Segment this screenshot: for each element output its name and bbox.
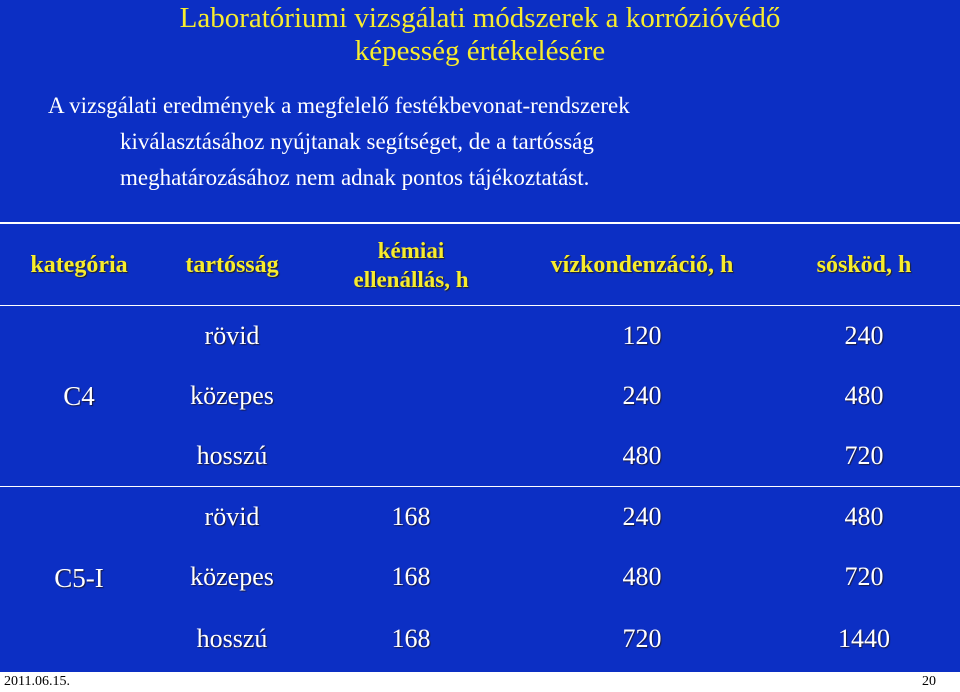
soskod-cell: 1440 xyxy=(838,623,890,653)
soskod-cell: 720 xyxy=(844,441,884,470)
kemiai-cell xyxy=(306,426,516,486)
title-line-2: képesség értékelésére xyxy=(354,35,606,67)
soskod-cell: 720 xyxy=(844,562,884,591)
kemiai-cell: 168 xyxy=(391,502,431,531)
header-kemiai-line-1: kémiai xyxy=(377,238,445,263)
tartossag-cell: rövid xyxy=(204,321,260,350)
kemiai-cell: 168 xyxy=(391,623,431,653)
intro-line-3: meghatározásához nem adnak pontos tájékoztatást. xyxy=(120,165,590,190)
vizkondenzacio-cell: 120 xyxy=(622,321,662,350)
footer-date: 2011.06.15. xyxy=(0,672,116,692)
intro-paragraph xyxy=(40,88,920,196)
category-cell: C5-I xyxy=(54,563,104,593)
kemiai-cell: 168 xyxy=(391,562,431,591)
intro-line-2: kiválasztásához nyújtanak segítséget, de a tartósság xyxy=(120,129,594,154)
slide-title xyxy=(0,2,960,68)
vizkondenzacio-cell: 240 xyxy=(622,502,662,531)
vizkondenzacio-cell: 480 xyxy=(622,441,662,470)
tartossag-cell: hosszú xyxy=(196,441,268,470)
soskod-cell: 480 xyxy=(844,381,884,410)
vizkondenzacio-cell: 480 xyxy=(622,562,662,591)
vizkondenzacio-cell: 720 xyxy=(622,623,662,653)
header-vizkondenzacio: vízkondenzáció, h xyxy=(550,251,734,278)
intro-line-1: A vizsgálati eredmények a megfelelő festékbevonat-rendszerek xyxy=(48,93,630,118)
tartossag-cell: rövid xyxy=(204,502,260,531)
title-line-1: Laboratóriumi vizsgálati módszerek a korrózióvédő xyxy=(179,2,781,34)
kemiai-cell xyxy=(306,366,516,426)
tartossag-cell: közepes xyxy=(190,381,274,410)
vizkondenzacio-cell: 240 xyxy=(622,381,662,410)
kemiai-cell xyxy=(306,306,516,366)
category-cell: C4 xyxy=(63,380,95,411)
header-tartossag: tartósság xyxy=(185,251,279,278)
header-kategoria: kategória xyxy=(30,251,128,278)
header-soskod: sósköd, h xyxy=(816,251,912,278)
header-kemiai-ellenallas xyxy=(306,224,516,306)
footer-bar xyxy=(0,672,960,692)
footer-page-number: 20 xyxy=(918,672,960,692)
soskod-cell: 480 xyxy=(844,502,884,531)
tartossag-cell: hosszú xyxy=(196,623,268,653)
tartossag-cell: közepes xyxy=(190,562,274,591)
header-kemiai-line-2: ellenállás, h xyxy=(353,267,469,292)
soskod-cell: 240 xyxy=(844,321,884,350)
